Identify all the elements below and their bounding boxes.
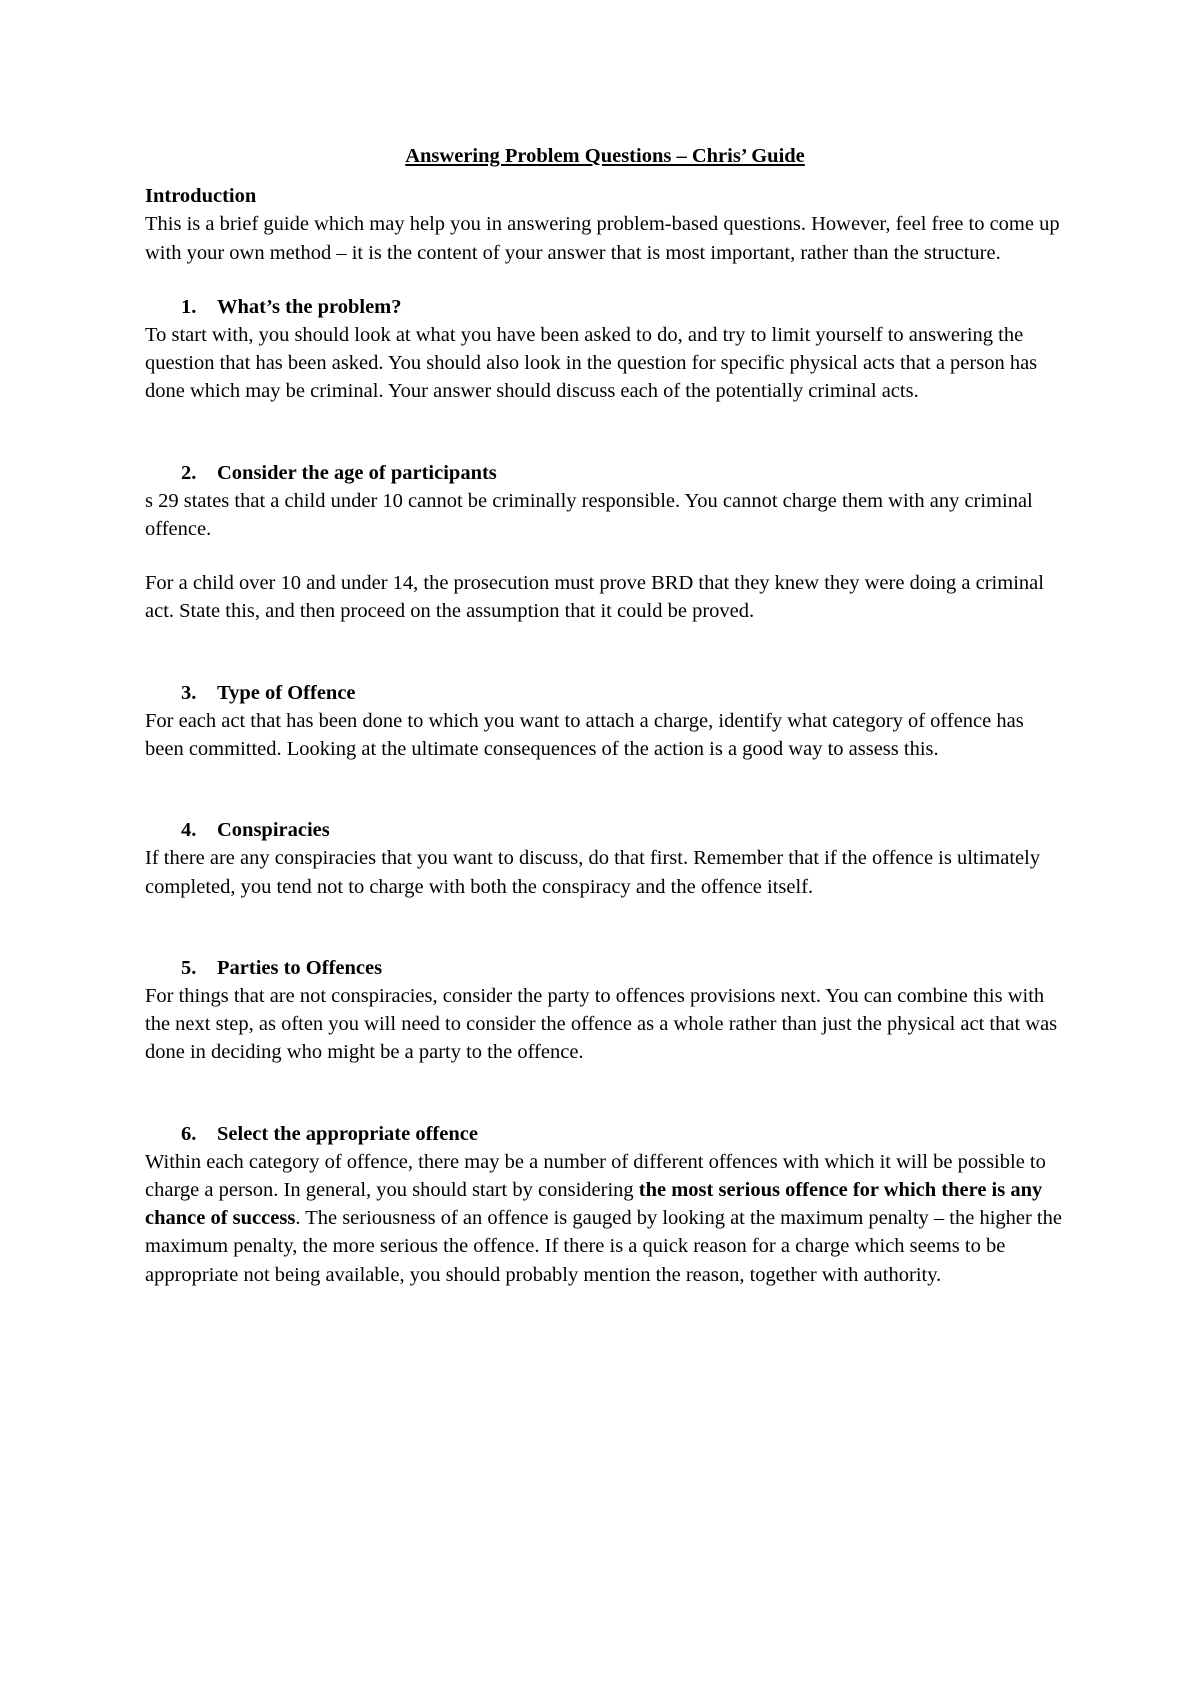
section-number: 4. xyxy=(181,819,197,842)
section-heading xyxy=(145,816,1065,844)
document-content xyxy=(145,142,1065,1289)
document-title: Answering Problem Questions – Chris’ Guide xyxy=(405,145,805,167)
section-heading xyxy=(145,954,1065,982)
section-paragraph: For a child over 10 and under 14, the prosecution must prove BRD that they knew they were doing a criminal act. State this, and then proceed on the assumption that it could be proved. xyxy=(145,572,1044,623)
section-number: 2. xyxy=(181,461,197,484)
section-heading xyxy=(145,1120,1065,1148)
section-title: Consider the age of participants xyxy=(217,461,497,484)
section-title: What’s the problem? xyxy=(217,295,402,318)
paragraph-text-before: Within each category of offence, there may be a number of different offences with which it will be possible to charge a person. In general, you should start by considering xyxy=(145,1150,1046,1202)
section-number: 5. xyxy=(181,956,197,979)
section-5 xyxy=(145,954,1065,1067)
section-paragraph xyxy=(145,1148,1065,1289)
section-number: 6. xyxy=(181,1122,197,1145)
section-3 xyxy=(145,679,1065,764)
section-6 xyxy=(145,1120,1065,1289)
introduction-text: This is a brief guide which may help you in answering problem-based questions. However, feel free to come up with your own method – it is the content of your answer that is most important, rather than the structure. xyxy=(145,213,1060,264)
paragraph-text-after: . The seriousness of an offence is gauged by looking at the maximum penalty – the higher the maximum penalty, the more serious the offence. If there is a quick reason for a charge which seems to be appropriate not being available, you should probably mention the reason, together with authority. xyxy=(145,1207,1062,1286)
section-paragraph: If there are any conspiracies that you want to discuss, do that first. Remember that if the offence is ultimately completed, you tend not to charge with both the conspiracy and the offence itself. xyxy=(145,847,1041,898)
section-heading xyxy=(145,459,1065,487)
section-4 xyxy=(145,816,1065,901)
section-title: Parties to Offences xyxy=(217,956,383,979)
section-heading xyxy=(145,679,1065,707)
introduction-heading: Introduction xyxy=(145,185,257,208)
section-heading xyxy=(145,293,1065,321)
section-title: Select the appropriate offence xyxy=(217,1122,478,1145)
section-paragraph: For each act that has been done to which you want to attach a charge, identify what category of offence has been committed. Looking at the ultimate consequences of the action is a good way to assess this. xyxy=(145,709,1024,761)
section-number: 3. xyxy=(181,681,197,704)
emphasized-text: the most serious offence for which there is any chance of success xyxy=(145,1179,1043,1230)
section-1 xyxy=(145,293,1065,406)
section-paragraph: To start with, you should look at what you have been asked to do, and try to limit yourself to answering the question that has been asked. You should also look in the question for specific physical acts that a person has done which may be criminal. Your answer should discuss each of the potentially criminal acts. xyxy=(145,324,1038,403)
section-paragraph: s 29 states that a child under 10 cannot be criminally responsible. You cannot charge them with any criminal offence. xyxy=(145,489,1033,541)
section-2 xyxy=(145,459,1065,626)
section-number: 1. xyxy=(181,295,197,318)
section-title: Conspiracies xyxy=(217,819,330,842)
section-title: Type of Offence xyxy=(217,681,356,704)
section-paragraph: For things that are not conspiracies, consider the party to offences provisions next. You can combine this with the next step, as often you will need to consider the offence as a whole rather than just the physical act that was done in deciding who might be a party to the offence. xyxy=(145,985,1058,1064)
